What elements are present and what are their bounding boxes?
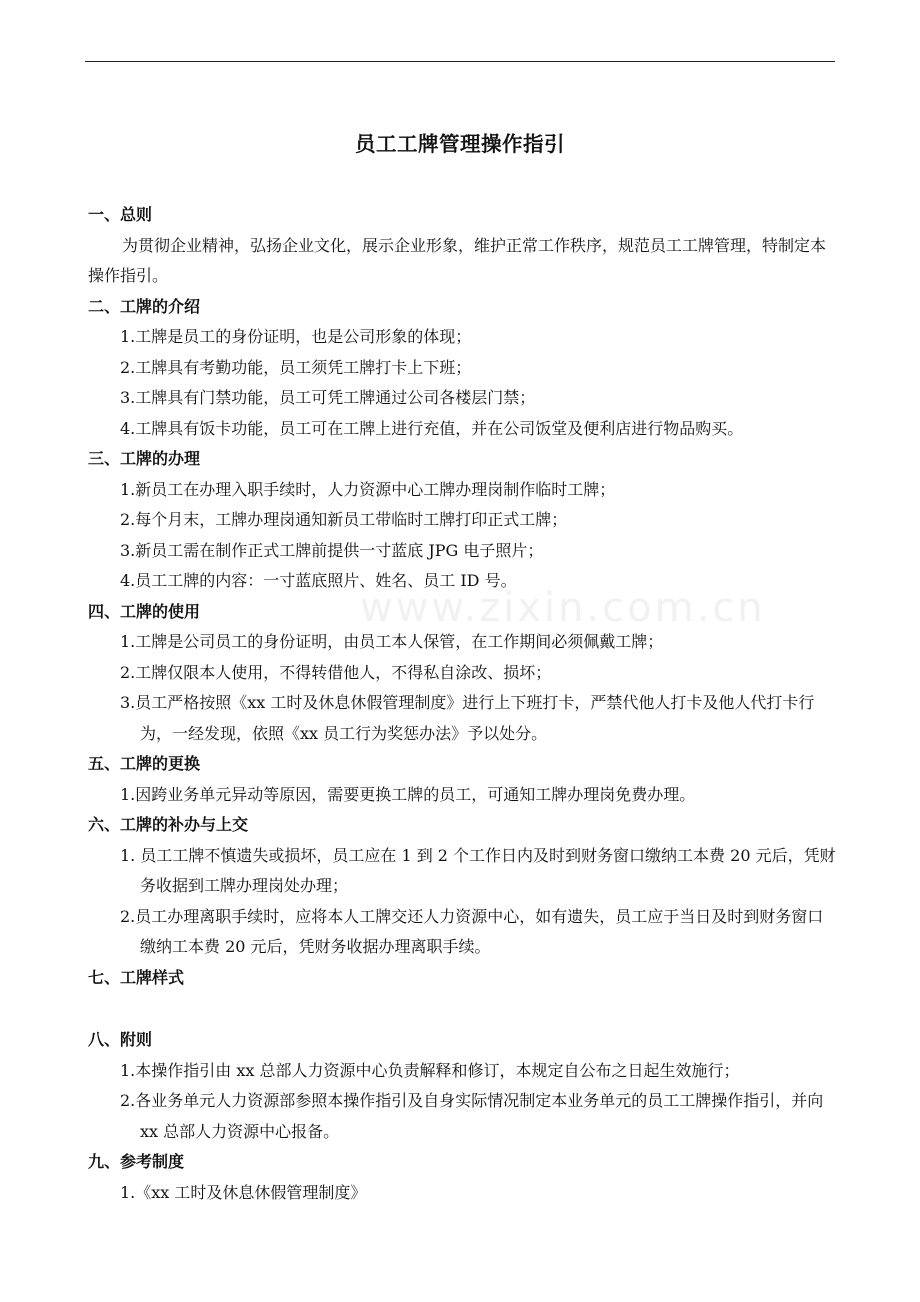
list-item: 2.工牌仅限本人使用，不得转借他人，不得私自涂改、损坏；	[120, 662, 552, 682]
section	[88, 1147, 838, 1208]
section-list	[88, 1056, 838, 1148]
list-item: 1. 员工工牌不慎遗失或损坏，员工应在 1 到 2 个工作日内及时到财务窗口缴纳工本费 20 元后，凭财务收据到工牌办理岗处办理；	[120, 845, 836, 895]
list-item: 1.工牌是公司员工的身份证明，由员工本人保管，在工作期间必须佩戴工牌；	[120, 632, 664, 651]
section-list	[88, 627, 838, 749]
section-list	[88, 780, 838, 811]
section-paragraph: 为贯彻企业精神，弘扬企业文化，展示企业形象，维护正常工作秩序，规范员工工牌管理，特制定本操作指引。	[88, 235, 827, 285]
section	[88, 597, 838, 750]
list-item: 4.员工工牌的内容：一寸蓝底照片、姓名、员工 ID 号。	[120, 571, 517, 590]
list-item: 4.工牌具有饭卡功能，员工可在工牌上进行充值，并在公司饭堂及便利店进行物品购买。	[120, 418, 744, 438]
section-heading: 五、工牌的更换	[88, 754, 201, 773]
list-item: 2.工牌具有考勤功能，员工须凭工牌打卡上下班；	[120, 357, 472, 377]
list-item: 1.因跨业务单元异动等原因，需要更换工牌的员工，可通知工牌办理岗免费办理。	[120, 784, 696, 804]
section-heading: 九、参考制度	[88, 1152, 185, 1171]
section-heading: 一、总则	[88, 205, 153, 224]
section-heading: 八、附则	[88, 1030, 153, 1049]
list-item: 1.《xx 工时及休息休假管理制度》	[120, 1182, 367, 1202]
list-item: 3.新员工需在制作正式工牌前提供一寸蓝底 JPG 电子照片；	[120, 540, 544, 560]
list-item: 2.员工办理离职手续时，应将本人工牌交还人力资源中心，如有遗失，员工应于当日及时到财务窗口缴纳工本费 20 元后，凭财务收据办理离职手续。	[120, 906, 824, 956]
header-rule	[85, 61, 835, 62]
list-item: 1.本操作指引由 xx 总部人力资源中心负责解释和修订，本规定自公布之日起生效施行；	[120, 1060, 740, 1080]
list-item: 1.新员工在办理入职手续时，人力资源中心工牌办理岗制作临时工牌；	[120, 479, 616, 499]
section-heading: 三、工牌的办理	[88, 449, 201, 468]
section	[88, 200, 838, 292]
section	[88, 963, 838, 1026]
watermark: www.zixin.com.cn	[360, 585, 766, 631]
section	[88, 292, 838, 445]
section-heading: 六、工牌的补办与上交	[88, 815, 249, 834]
list-item: 3.工牌具有门禁功能，员工可凭工牌通过公司各楼层门禁；	[120, 388, 536, 407]
section-list	[88, 841, 838, 963]
section-heading: 二、工牌的介绍	[88, 296, 201, 316]
list-item: 1.工牌是员工的身份证明，也是公司形象的体现；	[120, 327, 472, 346]
list-item: 2.每个月末，工牌办理岗通知新员工带临时工牌打印正式工牌；	[120, 510, 568, 529]
section-heading: 四、工牌的使用	[88, 601, 201, 621]
list-item: 2.各业务单元人力资源部参照本操作指引及自身实际情况制定本业务单元的员工工牌操作指引，并向 xx 总部人力资源中心报备。	[120, 1091, 824, 1141]
page-title: 员工工牌管理操作指引	[355, 132, 565, 156]
section-list	[88, 322, 838, 444]
blank-space	[88, 993, 838, 1025]
section-list	[88, 1178, 838, 1209]
section	[88, 749, 838, 810]
section	[88, 444, 838, 597]
list-item: 3.员工严格按照《xx 工时及休息休假管理制度》进行上下班打卡，严禁代他人打卡及他人代打卡行为，一经发现，依照《xx 员工行为奖惩办法》予以处分。	[120, 693, 815, 743]
section-heading: 七、工牌样式	[88, 967, 185, 987]
document-body	[88, 200, 838, 1208]
section	[88, 1025, 838, 1147]
section	[88, 810, 838, 963]
section-list	[88, 475, 838, 597]
